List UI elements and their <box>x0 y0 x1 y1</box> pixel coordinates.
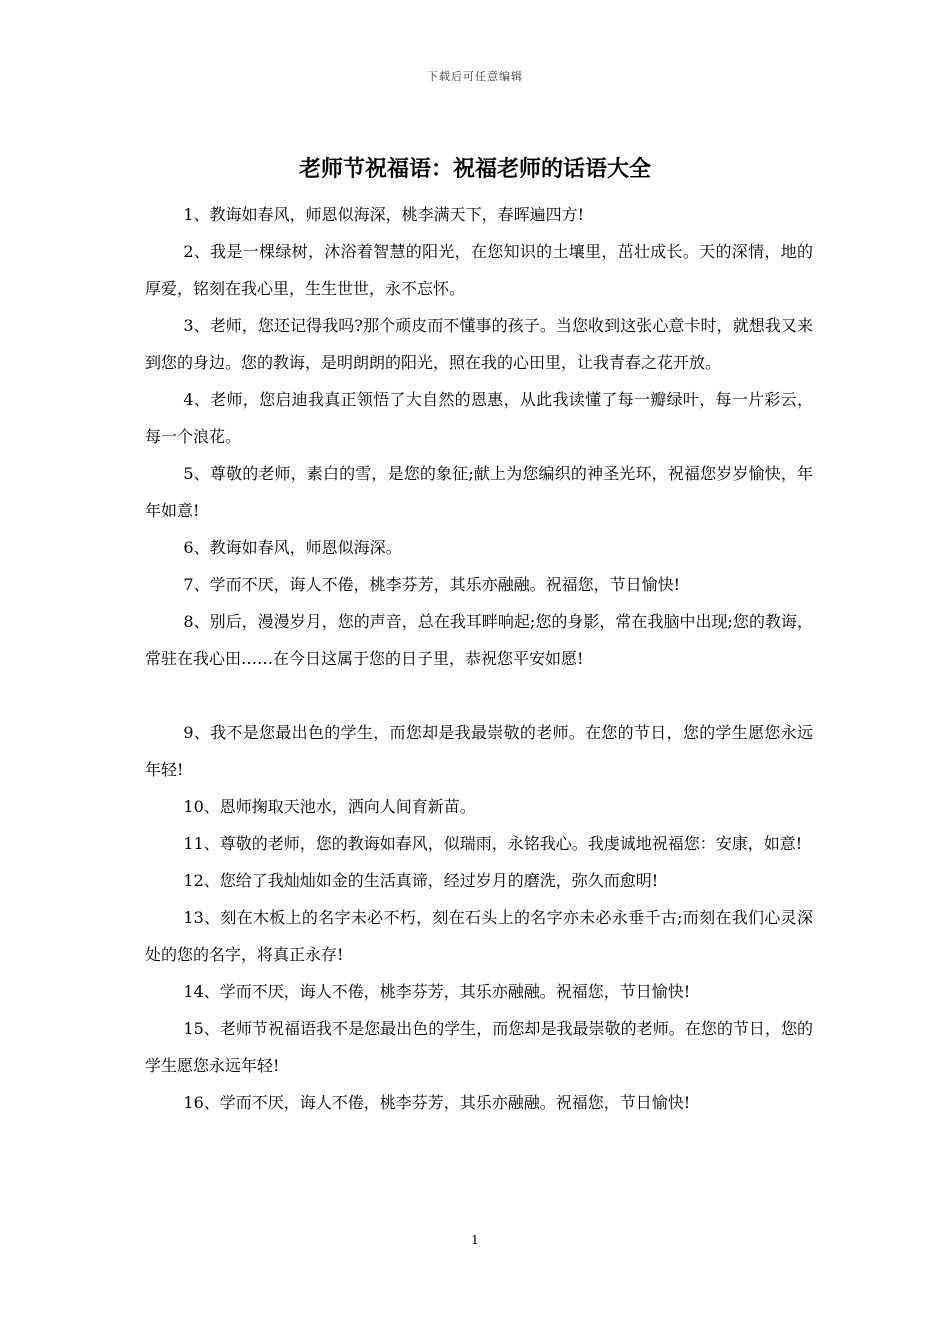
page-header: 下载后可任意编辑 <box>427 70 523 83</box>
paragraph-4: 4、老师，您启迪我真正领悟了大自然的恩惠，从此我读懂了每一瓣绿叶，每一片彩云，每一个浪花。 <box>145 390 813 446</box>
page-number: 1 <box>471 1233 479 1247</box>
paragraph-2: 2、我是一棵绿树，沐浴着智慧的阳光，在您知识的土壤里，茁壮成长。天的深情，地的厚爱，铭刻在我心里，生生世世，永不忘怀。 <box>145 242 813 298</box>
paragraph-1: 1、教诲如春风，师恩似海深，桃李满天下，春晖遍四方! <box>183 205 585 224</box>
paragraph-15: 15、老师节祝福语我不是您最出色的学生，而您却是我最崇敬的老师。在您的节日，您的学生愿您永远年轻! <box>145 1019 813 1075</box>
paragraph-12: 12、您给了我灿灿如金的生活真谛，经过岁月的磨洗，弥久而愈明! <box>183 871 659 890</box>
paragraph-3: 3、老师，您还记得我吗?那个顽皮而不懂事的孩子。当您收到这张心意卡时，就想我又来到您的身边。您的教诲，是明朗朗的阳光，照在我的心田里，让我青春之花开放。 <box>145 316 813 372</box>
document-body <box>145 196 813 1121</box>
paragraph-7: 7、学而不厌，诲人不倦，桃李芬芳，其乐亦融融。祝福您，节日愉快! <box>183 575 681 594</box>
paragraph-13: 13、刻在木板上的名字未必不朽，刻在石头上的名字亦未必永垂千古;而刻在我们心灵深处的您的名字，将真正永存! <box>145 908 813 964</box>
paragraph-5: 5、尊敬的老师，素白的雪，是您的象征;献上为您编织的神圣光环，祝福您岁岁愉快，年年如意! <box>145 464 813 520</box>
paragraph-9: 9、我不是您最出色的学生，而您却是我最崇敬的老师。在您的节日，您的学生愿您永远年轻! <box>145 723 813 779</box>
paragraph-11: 11、尊敬的老师，您的教诲如春风，似瑞雨，永铭我心。我虔诚地祝福您：安康，如意! <box>183 834 803 853</box>
paragraph-10: 10、恩师掬取天池水，洒向人间育新苗。 <box>183 797 476 816</box>
paragraph-8: 8、别后，漫漫岁月，您的声音，总在我耳畔响起;您的身影，常在我脑中出现;您的教诲，常驻在我心田……在今日这属于您的日子里，恭祝您平安如愿! <box>145 612 813 668</box>
paragraph-14: 14、学而不厌，诲人不倦，桃李芬芳，其乐亦融融。祝福您，节日愉快! <box>183 982 691 1001</box>
document-title: 老师节祝福语：祝福老师的话语大全 <box>298 157 651 182</box>
paragraph-16: 16、学而不厌，诲人不倦，桃李芬芳，其乐亦融融。祝福您，节日愉快! <box>183 1093 691 1112</box>
paragraph-6: 6、教诲如春风，师恩似海深。 <box>183 538 402 557</box>
